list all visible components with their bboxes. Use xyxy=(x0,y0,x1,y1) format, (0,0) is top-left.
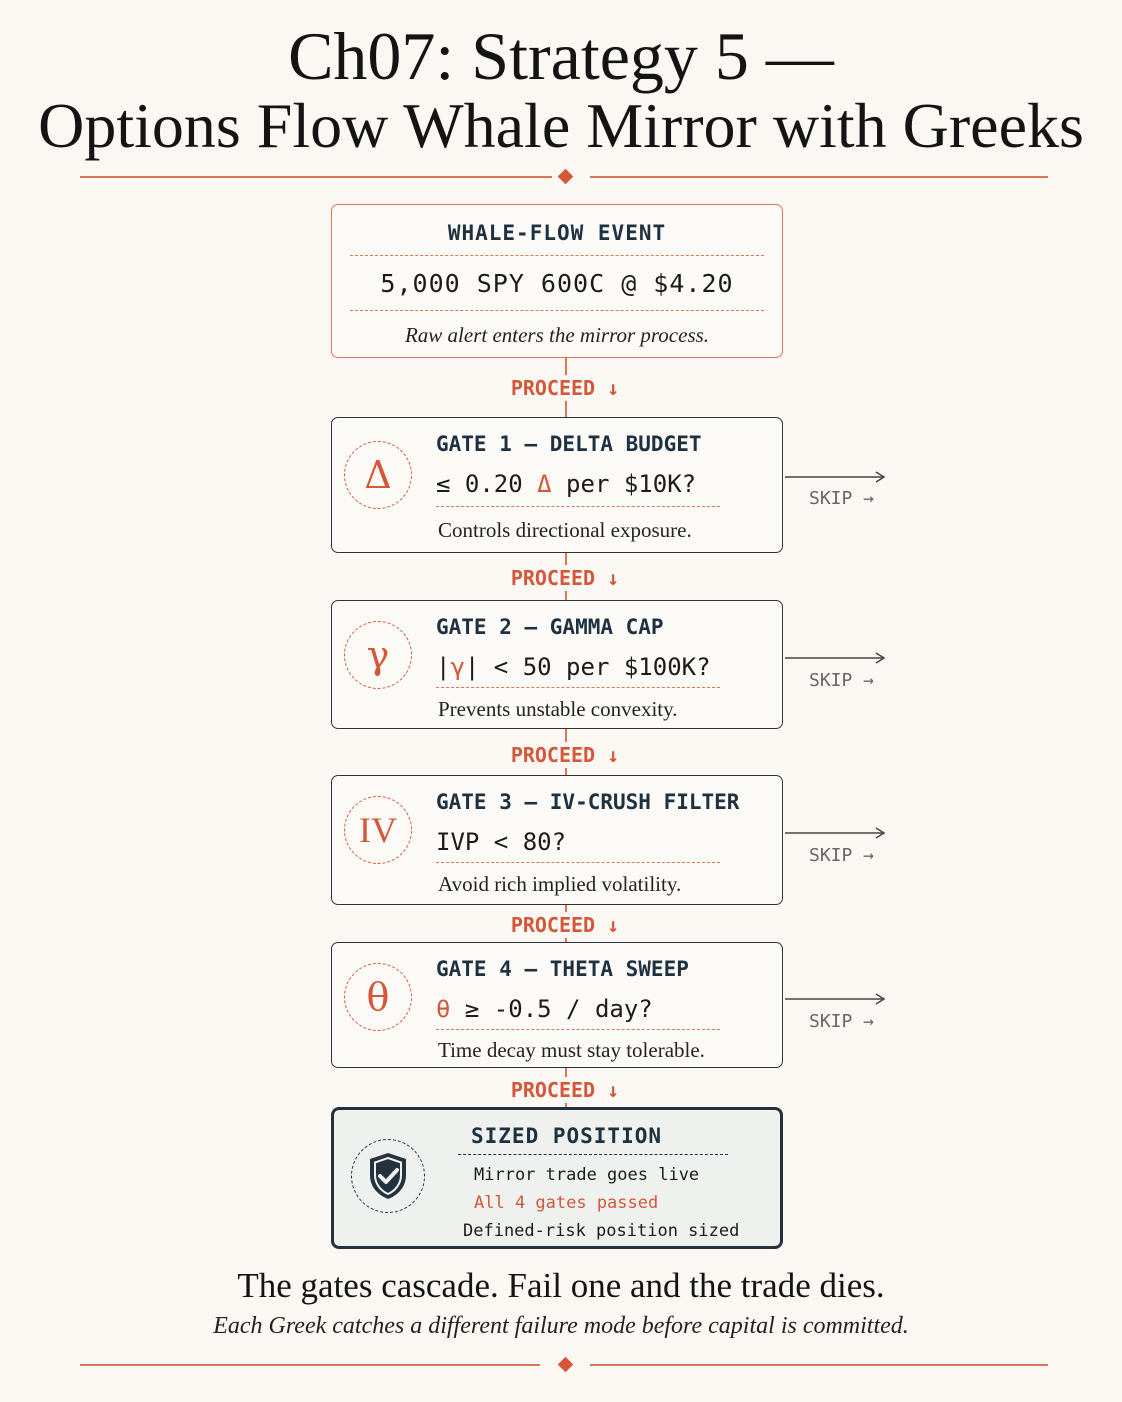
gate-2-caption: Prevents unstable convexity. xyxy=(438,697,678,721)
final-heading: SIZED POSITION xyxy=(471,1124,663,1148)
gate-4-q-post: ≥ -0.5 / day? xyxy=(450,995,653,1023)
gate-3-divider xyxy=(436,862,720,863)
bottom-divider-left xyxy=(80,1364,540,1366)
bottom-divider-diamond xyxy=(558,1357,574,1373)
gate-4-q-accent: θ xyxy=(436,995,451,1023)
gate-1-question xyxy=(436,470,696,498)
skip-arrow-2 xyxy=(785,651,889,665)
top-divider-right xyxy=(590,176,1048,178)
gate-4-caption: Time decay must stay tolerable. xyxy=(438,1038,705,1062)
gate-3-caption: Avoid rich implied volatility. xyxy=(438,872,682,896)
skip-arrow-4 xyxy=(785,992,889,1006)
gate-3-heading: GATE 3 — IV-CRUSH FILTER xyxy=(436,790,740,814)
gate-4-heading: GATE 4 — THETA SWEEP xyxy=(436,957,689,981)
top-divider-diamond xyxy=(558,169,574,185)
event-value: 5,000 SPY 600C @ $4.20 xyxy=(380,269,734,298)
top-divider-left xyxy=(80,176,552,178)
shield-badge xyxy=(351,1139,425,1213)
skip-label-3: SKIP → xyxy=(809,845,875,866)
gate-2-q-post: | < 50 per $100K? xyxy=(464,653,711,681)
gate-4-divider xyxy=(436,1029,720,1030)
shield-check-icon xyxy=(366,1151,410,1201)
gate-1-q-accent: Δ xyxy=(537,470,552,498)
gate-2-box xyxy=(331,600,783,729)
footer-subline: Each Greek catches a different failure mode before capital is committed. xyxy=(213,1313,909,1339)
final-line-1: Mirror trade goes live xyxy=(474,1165,700,1185)
bottom-divider-right xyxy=(590,1364,1048,1366)
gate-1-q-post: per $10K? xyxy=(551,470,697,498)
whale-flow-event-box xyxy=(331,204,783,358)
gate-1-caption: Controls directional exposure. xyxy=(438,518,692,542)
gate-1-divider xyxy=(436,506,720,507)
gate-2-divider xyxy=(436,687,720,688)
proceed-label-1: PROCEED ↓ xyxy=(455,565,675,591)
delta-icon: Δ xyxy=(344,441,412,509)
final-line-2: All 4 gates passed xyxy=(474,1193,659,1213)
skip-arrow-3 xyxy=(785,826,889,840)
skip-label-1: SKIP → xyxy=(809,488,875,509)
event-divider-top xyxy=(350,255,764,256)
sized-position-box xyxy=(331,1107,783,1249)
proceed-label-3: PROCEED ↓ xyxy=(455,912,675,938)
proceed-label-0: PROCEED ↓ xyxy=(455,375,675,401)
theta-icon: θ xyxy=(344,963,412,1031)
gate-2-heading: GATE 2 — GAMMA CAP xyxy=(436,615,664,639)
title-line-2: Options Flow Whale Mirror with Greeks xyxy=(38,90,1084,161)
gate-3-question xyxy=(436,828,566,856)
skip-label-2: SKIP → xyxy=(809,670,875,691)
gate-4-question xyxy=(436,995,653,1023)
gate-1-q-pre: ≤ 0.20 xyxy=(436,470,538,498)
final-line-3: Defined-risk position sized xyxy=(463,1221,740,1241)
gate-2-q-pre: | xyxy=(436,653,451,681)
footer-headline: The gates cascade. Fail one and the trade dies. xyxy=(237,1266,885,1305)
event-heading: WHALE-FLOW EVENT xyxy=(447,221,667,245)
iv-icon: IV xyxy=(344,796,412,864)
gate-2-question xyxy=(436,653,711,681)
final-divider xyxy=(458,1154,728,1155)
gate-3-q-pre: IVP < 80? xyxy=(436,828,567,856)
gate-2-q-accent: γ xyxy=(450,653,465,681)
event-caption: Raw alert enters the mirror process. xyxy=(404,323,710,347)
gate-3-box xyxy=(331,775,783,905)
gate-1-box xyxy=(331,417,783,553)
gate-4-box xyxy=(331,942,783,1068)
gamma-icon: γ xyxy=(344,621,412,689)
skip-label-4: SKIP → xyxy=(809,1011,875,1032)
skip-arrow-1 xyxy=(785,470,889,484)
gate-1-heading: GATE 1 — DELTA BUDGET xyxy=(436,432,702,456)
proceed-label-2: PROCEED ↓ xyxy=(455,742,675,768)
event-divider-bottom xyxy=(350,310,764,311)
proceed-label-4: PROCEED ↓ xyxy=(455,1077,675,1103)
title-line-1: Ch07: Strategy 5 — xyxy=(288,18,834,94)
